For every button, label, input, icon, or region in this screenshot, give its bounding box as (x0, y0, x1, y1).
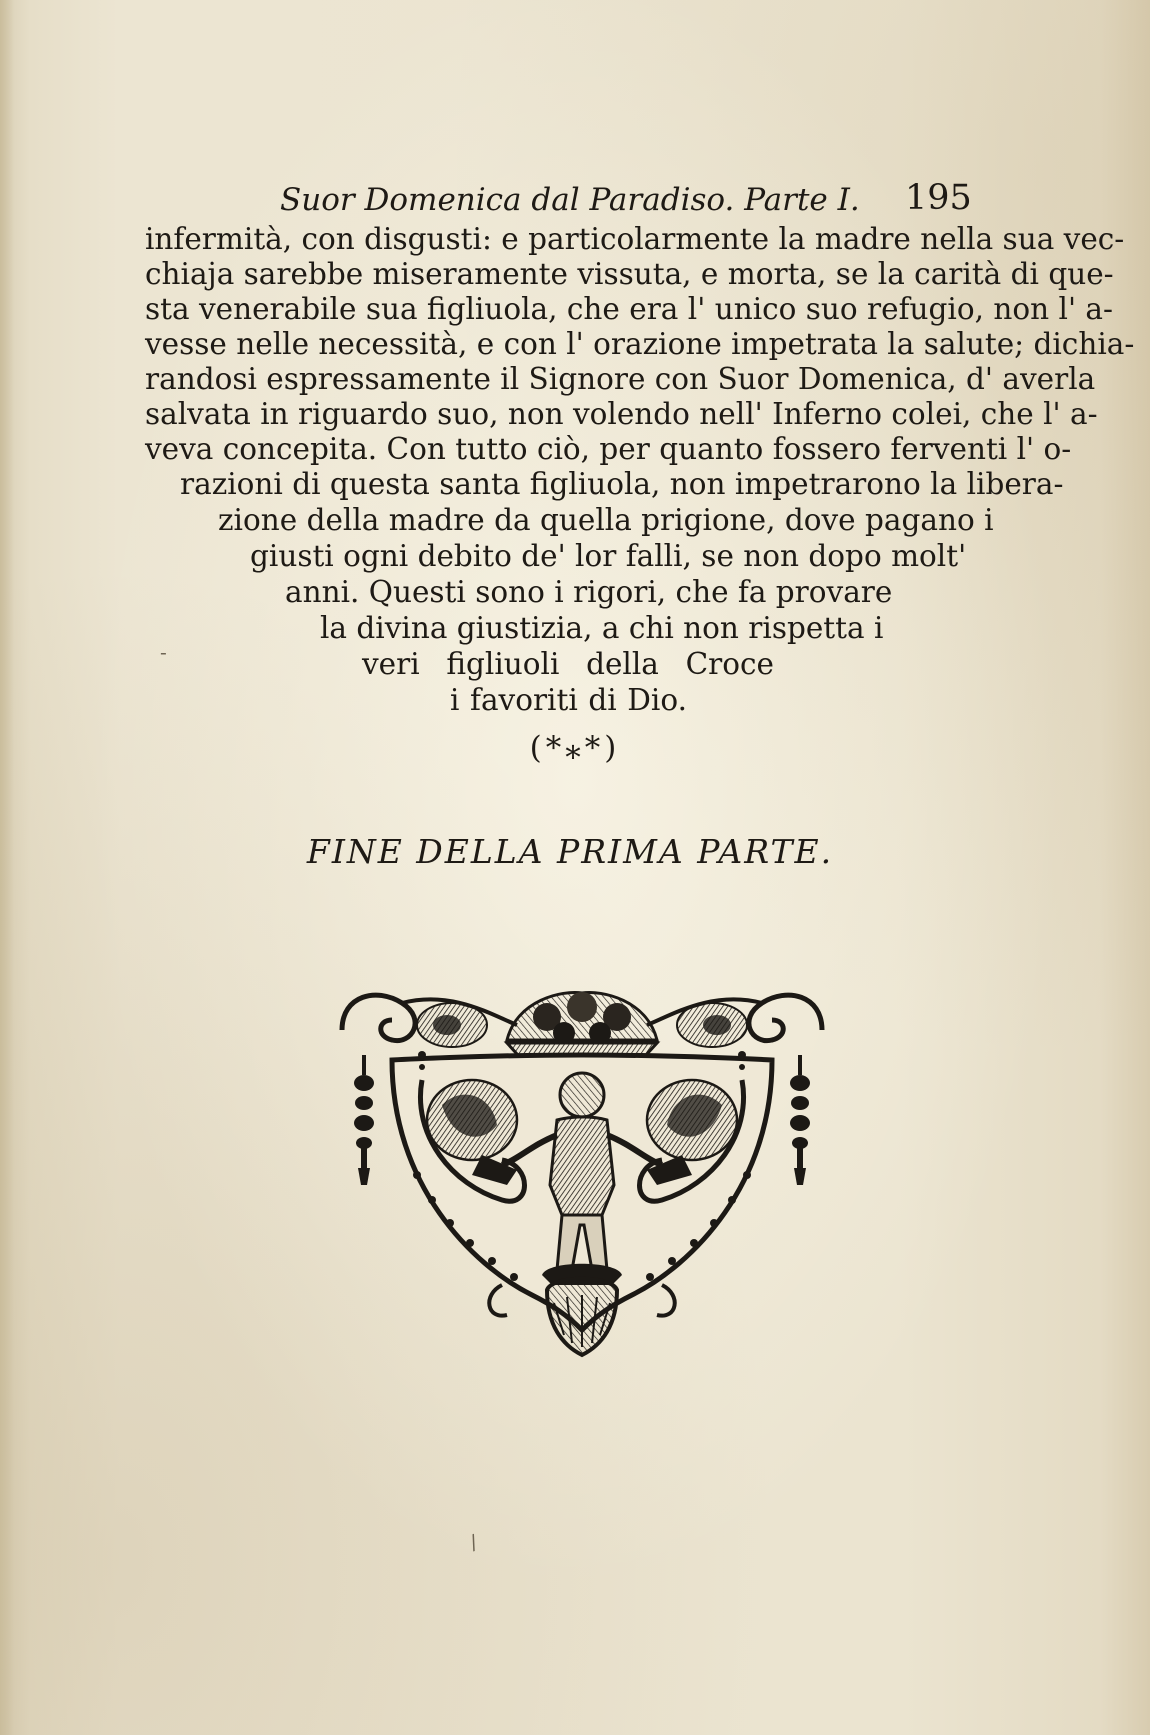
text-line: randosi espressamente il Signore con Suor Domenica, d' averla (145, 362, 1096, 396)
text-line: sta venerabile sua figliuola, che era l' unico suo refugio, non l' a- (145, 292, 1113, 326)
page-number: 195 (905, 178, 972, 218)
text-line: la divina giustizia, a chi non rispetta i (320, 611, 884, 645)
text-line: razioni di questa santa figliuola, non impetrarono la libera- (180, 467, 1064, 501)
text-line: zione della madre da quella prigione, dove pagano i (218, 503, 994, 537)
text-line: i favoriti di Dio. (450, 683, 687, 717)
text-line: vesse nelle necessità, e con l' orazione impetrata la salute; dichia- (145, 327, 1135, 361)
text-line: salvata in riguardo suo, non volendo nell' Inferno colei, che l' a- (145, 397, 1098, 431)
text-line: infermità, con disgusti: e particolarmente la madre nella sua vec- (145, 222, 1125, 256)
stray-mark: - (160, 640, 167, 664)
tailpiece-woodcut-icon (332, 985, 832, 1380)
text-line: anni. Questi sono i rigori, che fa provare (285, 575, 893, 609)
running-head-title: Suor Domenica dal Paradiso. Parte I. (280, 182, 860, 218)
closing-title: FINE DELLA PRIMA PARTE. (306, 832, 834, 871)
text-line: chiaja sarebbe miseramente vissuta, e morta, se la carità di que- (145, 257, 1114, 291)
stray-mark: / (466, 1529, 481, 1555)
asterism: (*⁎*) (529, 730, 621, 766)
text-line: veri figliuoli della Croce (362, 647, 774, 681)
text-line: giusti ogni debito de' lor falli, se non dopo molt' (250, 539, 967, 573)
page-gutter-shadow (0, 0, 14, 1735)
running-head (280, 178, 980, 224)
text-line: veva concepita. Con tutto ciò, per quanto fossero ferventi l' o- (145, 432, 1072, 466)
